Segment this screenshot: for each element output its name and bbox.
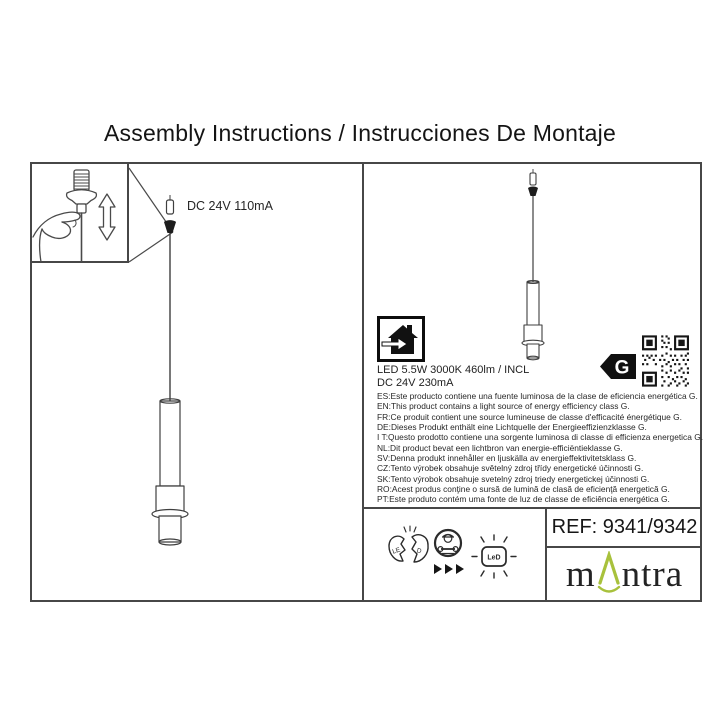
threaded-cable-gripper-icon <box>67 170 97 262</box>
qr-code-icon <box>642 335 689 387</box>
non-replaceable-led-icon <box>389 526 428 562</box>
indoor-use-house-arrow-icon <box>377 316 425 362</box>
hand-adjusting-cable-icon <box>31 163 128 262</box>
lamp-tube <box>527 282 539 325</box>
center-divider <box>362 162 364 602</box>
reference-number: REF: 9341/9342 <box>551 515 698 538</box>
energy-class-arrow-icon <box>599 353 637 380</box>
cable-knot <box>528 187 538 197</box>
spec-line-2: DC 24V 230mA <box>377 377 454 389</box>
lamp-glass <box>159 516 181 542</box>
pendant-lamp-drawing-left <box>140 192 220 552</box>
logo-text-m: m <box>565 553 596 595</box>
energy-language-list <box>377 391 707 505</box>
page-title: Assembly Instructions / Instrucciones De Montaje <box>104 120 616 146</box>
lang-line: I T:Questo prodotto contiene una sorgente luminosa di classe di efficienza energetica G. <box>377 432 704 443</box>
logo-caret-icon <box>597 551 621 597</box>
qualified-person-icon <box>435 530 461 556</box>
lang-line: EN:This product contains a light source of energy efficiency class G. <box>377 401 630 412</box>
care-icons-row <box>383 524 523 590</box>
plug-connector-icon <box>530 173 536 185</box>
replace-sequence-arrows-icon <box>434 564 464 574</box>
lang-line: SV:Denna produkt innehåller en ljuskälla av energieffektivitetsklass G. <box>377 453 637 464</box>
up-down-double-arrow-icon <box>99 194 115 240</box>
lang-line: CZ:Tento výrobek obsahuje světelný zdroj třídy energetické účinnosti G. <box>377 463 644 474</box>
lang-line: DE:Dieses Produkt enthält eine Lichtquelle der Energieeffizienzklasse G. <box>377 422 647 433</box>
lang-line: SK:Tento výrobok obsahuje svetelný zdroj triedy energetickej účinnosti G. <box>377 473 650 484</box>
lang-line: ES:Este producto contiene una fuente luminosa de la clase de eficiencia energética G. <box>377 391 698 401</box>
broken-led-left-label: LE <box>391 546 402 556</box>
pendant-lamp-drawing-right <box>505 166 561 366</box>
brand-logo <box>547 548 702 600</box>
spec-line-1: LED 5.5W 3000K 460lm / INCL <box>377 364 530 376</box>
led-label: LeD <box>487 554 501 562</box>
lang-line: NL:Dit product bevat een lichtbron van energie-efficiëntieklasse G. <box>377 442 623 453</box>
lang-line: RO:Acest produs conţine o sursă de lumină de clasă de eficienţă energetică G. <box>377 484 670 495</box>
energy-class-letter: G <box>614 357 630 379</box>
power-spec-label: DC 24V 110mA <box>187 199 273 213</box>
plug-connector-icon <box>167 200 174 214</box>
lang-line: PT:Este produto contém uma fonte de luz de classe de eficiência energética G. <box>377 494 670 505</box>
cable-knot <box>164 220 176 233</box>
broken-led-right-label: D <box>415 547 423 556</box>
lamp-tube <box>160 401 180 486</box>
lang-line: FR:Ce produit contient une source lumineuse de classe d'efficacité énergétique G. <box>377 411 682 422</box>
logo-text-ntra: ntra <box>621 553 684 595</box>
